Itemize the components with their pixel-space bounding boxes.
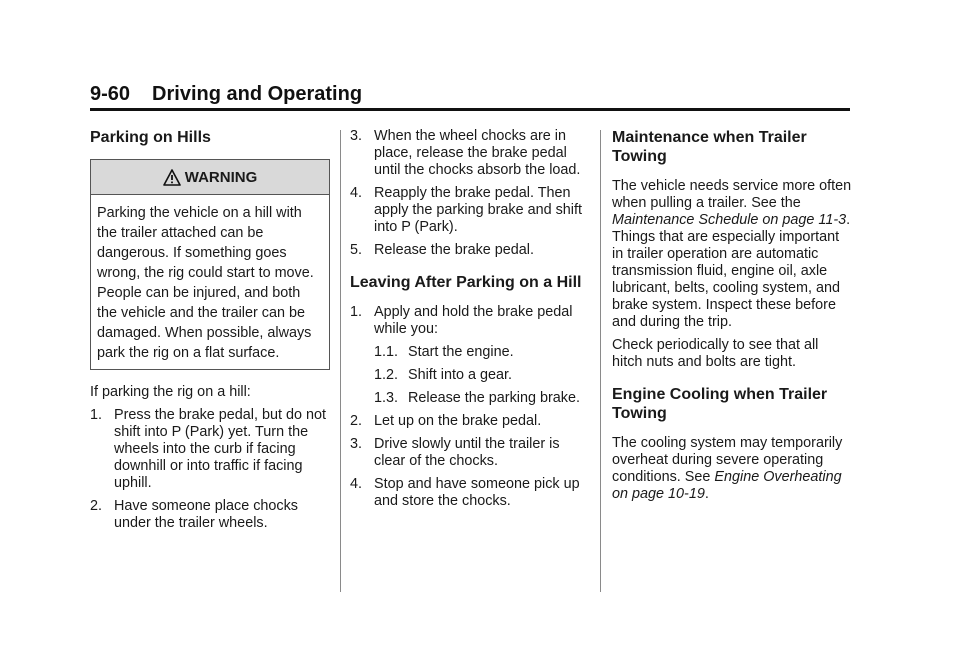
heading-engine-cooling: Engine Cooling when Trailer Towing bbox=[612, 386, 828, 422]
leaving-steps bbox=[350, 304, 590, 510]
warning-header bbox=[91, 160, 329, 195]
parking-steps bbox=[90, 407, 330, 532]
section-title: Driving and Operating bbox=[152, 83, 363, 105]
list-item: 1. Press the brake pedal, but do not shift into P (Park) yet. Turn the wheels into the curb if facing downhill or into traffic if facing uphill. bbox=[90, 407, 327, 491]
list-item: 1.1. Start the engine. bbox=[374, 344, 514, 360]
maintenance-schedule-link[interactable]: Maintenance Schedule on page 11-3 bbox=[612, 212, 847, 228]
list-item: 1.3. Release the parking brake. bbox=[374, 390, 580, 406]
column-3 bbox=[612, 128, 852, 509]
warning-text: Parking the vehicle on a hill with the trailer attached can be dangerous. If something goes wrong, the rig could start to move. People can be injured, and both the vehicle and the trailer can be damaged. When possible, always park the rig on a flat surface. bbox=[97, 205, 314, 361]
hitch-check-paragraph: Check periodically to see that all hitch nuts and bolts are tight. bbox=[612, 337, 819, 370]
column-divider-1 bbox=[340, 130, 341, 592]
list-item: 3. When the wheel chocks are in place, release the brake pedal until the chocks absorb the load. bbox=[350, 128, 581, 178]
list-item: 4. Stop and have someone pick up and store the chocks. bbox=[350, 476, 580, 509]
engine-overheating-link[interactable]: Engine Overheating on page 10-19 bbox=[612, 469, 842, 502]
column-2 bbox=[350, 128, 590, 516]
list-item: 3. Drive slowly until the trailer is clear of the chocks. bbox=[350, 436, 560, 469]
warning-label: WARNING bbox=[184, 168, 258, 186]
warning-box bbox=[90, 159, 330, 370]
heading-leaving-after-parking: Leaving After Parking on a Hill bbox=[350, 274, 582, 291]
list-item: 2. Let up on the brake pedal. bbox=[350, 413, 542, 429]
list-item: 1. Apply and hold the brake pedal while you: bbox=[350, 304, 573, 337]
column-divider-2 bbox=[600, 130, 601, 592]
page-number: 9-60 bbox=[90, 83, 131, 105]
engine-cooling-paragraph: The cooling system may temporarily overheat during severe operating conditions. See Engine Overheating on page 10-19. bbox=[612, 435, 843, 502]
parking-intro: If parking the rig on a hill: bbox=[90, 384, 251, 400]
page-header bbox=[90, 80, 850, 111]
list-item: 5. Release the brake pedal. bbox=[350, 242, 535, 258]
list-item: 2. Have someone place chocks under the trailer wheels. bbox=[90, 498, 298, 531]
warning-icon bbox=[163, 169, 181, 186]
heading-parking-on-hills: Parking on Hills bbox=[90, 129, 211, 146]
list-item: 4. Reapply the brake pedal. Then apply the parking brake and shift into P (Park). bbox=[350, 185, 582, 235]
parking-steps-continued bbox=[350, 128, 590, 259]
heading-maintenance-trailer-towing: Maintenance when Trailer Towing bbox=[612, 129, 807, 165]
maintenance-paragraph: The vehicle needs service more often when pulling a trailer. See the Maintenance Schedule on page 11-3. Things that are especially important in trailer operation are automatic transmission fluid, engine oil, axle lubricant, belts, cooling system, and brake system. Inspect these before and during the trip. bbox=[612, 178, 852, 330]
list-item: 1.2. Shift into a gear. bbox=[374, 367, 513, 383]
column-1 bbox=[90, 128, 330, 538]
